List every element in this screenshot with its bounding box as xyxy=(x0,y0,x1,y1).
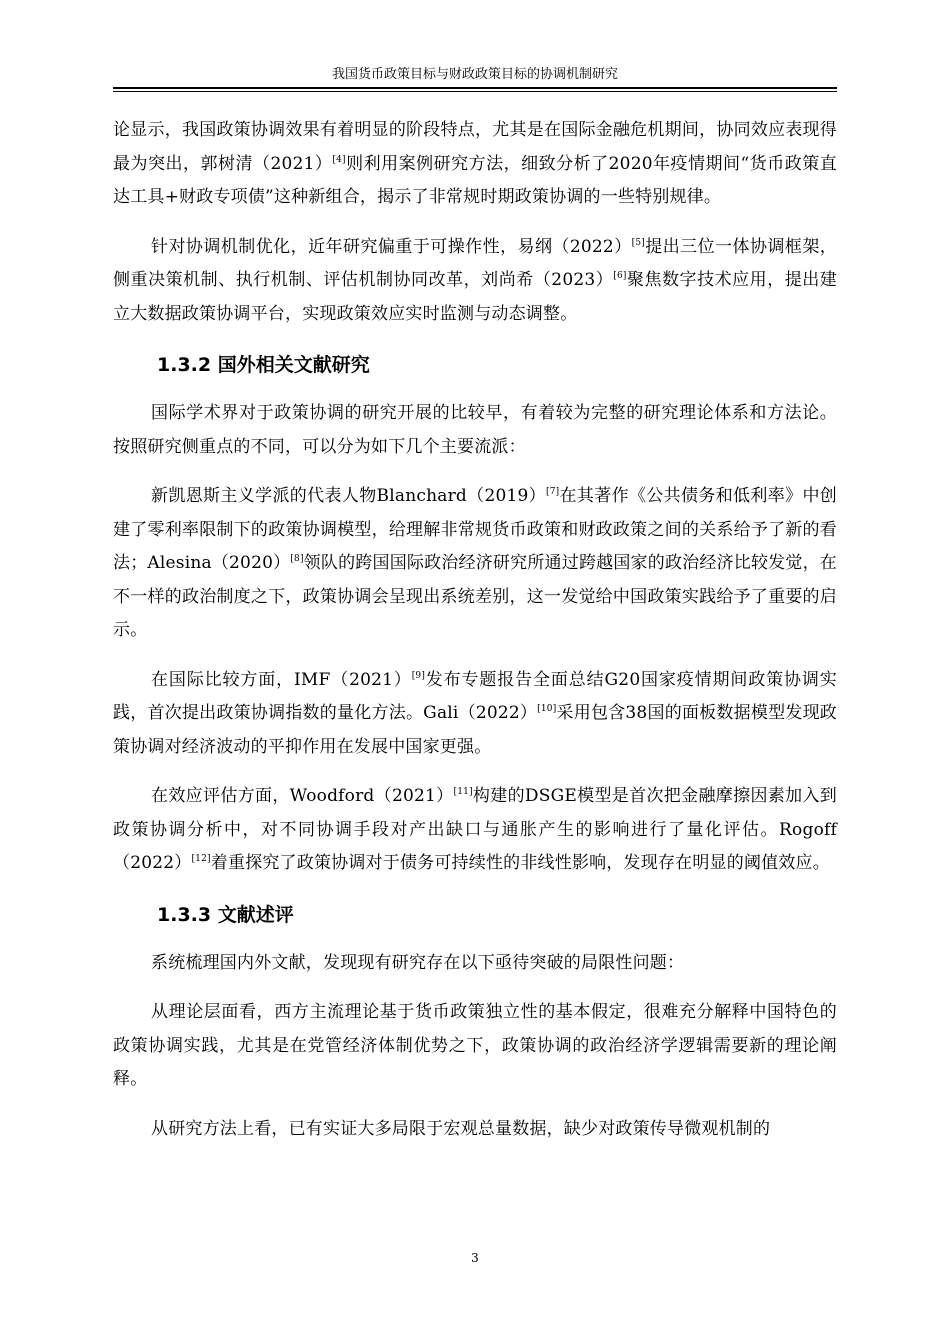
paragraph-coordination-optimization: 针对协调机制优化，近年研究偏重于可操作性，易纲（2022）[5]提出三位一体协调框架，侧重决策机制、执行机制、评估机制协同改革，刘尚希（2023）[6]聚焦数字技术应用，提出建立大数据政策协调平台，实现政策效应实时监测与动态调整。 xyxy=(113,236,838,324)
paragraph-intl-comparison: 在国际比较方面，IMF（2021）[9]发布专题报告全面总结G20国家疫情期间政策协调实践，首次提出政策协调指数的量化方法。Gali（2022）[10]采用包含38国的面板数据模型发现政策协调对经济波动的平抑作用在发展中国家更强。 xyxy=(113,669,838,757)
paragraph-method-limitation: 从研究方法上看，已有实证大多局限于宏观总量数据，缺少对政策传导微观机制的 xyxy=(151,1118,771,1139)
citation-ref: [7] xyxy=(546,487,560,497)
citation-ref: [11] xyxy=(453,787,473,797)
paragraph-continued: 论显示，我国政策协调效果有着明显的阶段特点，尤其是在国际金融危机期间，协同效应表现得最为突出，郭树清（2021）[4]则利用案例研究方法，细致分析了2020年疫情期间“货币政策直达工具+财政专项债”这种新组合，揭示了非常规时期政策协调的一些特别规律。 xyxy=(113,120,837,207)
citation-ref: [8] xyxy=(290,554,304,564)
paragraph-intl-overview: 国际学术界对于政策协调的研究开展的比较早，有着较为完整的研究理论体系和方法论。按照研究侧重点的不同，可以分为如下几个主要流派： xyxy=(113,403,837,457)
section-heading-1-3-2: 1.3.2 国外相关文献研究 xyxy=(157,354,370,376)
paragraph-new-keynesian: 新凯恩斯主义学派的代表人物Blanchard（2019）[7]在其著作《公共债务和低利率》中创建了零利率限制下的政策协调模型，给理解非常规货币政策和财政政策之间的关系给予了新的看法；Alesina（2020）[8]领队的跨国国际政治经济研究所通过跨越国家的政治经济比较发觉，在不一样的政治制度之下，政策协调会呈现出系统差别，这一发觉给中国政策实践给予了重要的启示。 xyxy=(113,486,837,640)
citation-ref: [9] xyxy=(411,670,426,681)
header-rule-thin xyxy=(113,91,837,92)
section-heading-1-3-3: 1.3.3 文献述评 xyxy=(157,903,294,926)
body-text xyxy=(113,114,837,1162)
page-number: 3 xyxy=(471,1251,479,1265)
citation-ref: [6] xyxy=(613,271,627,281)
citation-ref: [5] xyxy=(631,237,646,248)
header-rule-thick xyxy=(113,87,837,89)
citation-ref: [10] xyxy=(537,704,557,714)
paragraph-review-intro: 系统梳理国内外文献，发现现有研究存在以下亟待突破的局限性问题： xyxy=(151,952,685,973)
citation-ref: [12] xyxy=(191,854,211,864)
paragraph-effect-evaluation: 在效应评估方面，Woodford（2021）[11]构建的DSGE模型是首次把金融摩擦因素加入到政策协调分析中，对不同协调手段对产出缺口与通胀产生的影响进行了量化评估。Rogoff（2022）[12]着重探究了政策协调对于债务可持续性的非线性影响，发现存在明显的阈值效应。 xyxy=(113,786,838,873)
running-header: 我国货币政策目标与财政政策目标的协调机制研究 xyxy=(331,67,618,82)
citation-ref: [4] xyxy=(332,154,346,165)
paragraph-theory-limitation: 从理论层面看，西方主流理论基于货币政策独立性的基本假定，很难充分解释中国特色的政策协调实践，尤其是在党管经济体制优势之下，政策协调的政治经济学逻辑需要新的理论阐释。 xyxy=(113,1002,837,1089)
